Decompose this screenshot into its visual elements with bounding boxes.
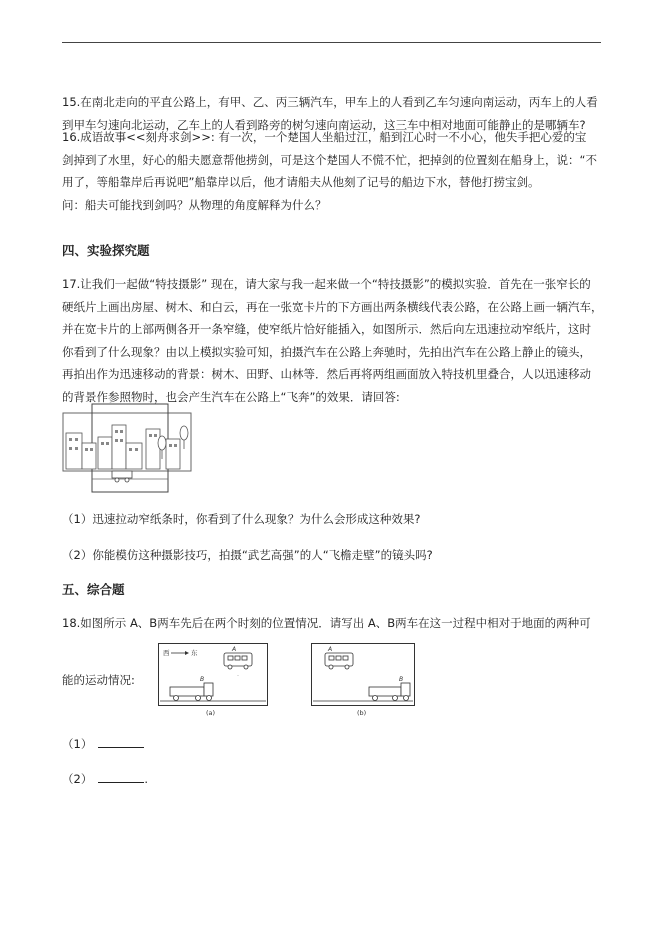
q18-answer-1-label: （1） xyxy=(62,737,93,751)
q16-line-2: 剑掉到了水里，好心的船夫愿意帮他捞剑，可是这个楚国人不慌不忙，把掉剑的位置刻在船身上，说：“不 xyxy=(62,152,597,167)
q18-line-1: 18.如图所示 A、B两车先后在两个时刻的位置情况．请写出 A、B两车在这一过程中相对于地面的两种可 xyxy=(62,616,591,630)
header-rule xyxy=(62,42,601,43)
q18-figure-a xyxy=(158,643,268,719)
q18-answer-1 xyxy=(62,733,602,756)
q17-sub2-text: （2）你能模仿这种摄影技巧，拍摄“武艺高强”的人“飞檐走壁”的镜头吗? xyxy=(62,548,433,562)
car-a-label: A xyxy=(232,646,237,653)
section-5-heading: 五、综合题 xyxy=(62,582,125,597)
direction-east-label: 东 xyxy=(191,649,198,657)
q17-sub1-text: （1）迅速拉动窄纸条时，你看到了什么现象？为什么会形成这种效果? xyxy=(62,512,421,526)
q17-line-1: 17.让我们一起做“特技摄影” 现在，请大家与我一起来做一个“特技摄影”的模拟实验．首先在一张窄长的 xyxy=(62,277,591,291)
q17-sub-question-1 xyxy=(62,508,602,531)
q17-line-6: 的背景作参照物时，也会产生汽车在公路上“飞奔”的效果．请回答: xyxy=(62,389,400,404)
q17-line-2: 硬纸片上画出房屋、树木、和白云，再在一张宽卡片的下方画出两条横线代表公路，在公路上画一辆汽车， xyxy=(62,299,603,314)
q17-line-4: 你看到了什么现象？由以上模拟实验可知，拍摄汽车在公路上奔驰时，先拍出汽车在公路上静止的镜头， xyxy=(62,344,591,359)
question-16 xyxy=(62,126,602,216)
q18-answer-2 xyxy=(62,768,602,791)
q17-figure-trick-photo xyxy=(62,403,192,495)
q18-answer-2-period: . xyxy=(144,772,148,786)
q18-line-2: 能的运动情况: xyxy=(62,673,135,687)
q16-line-3: 用了，等船靠岸后再说吧”船靠岸以后，他才请船夫从他刻了记号的船边下水，替他打捞宝剑。 xyxy=(62,175,540,189)
car-b-label: B xyxy=(200,676,205,683)
q15-line-1: 15.在南北走向的平直公路上，有甲、乙、丙三辆汽车，甲车上的人看到乙车匀速向南运动，丙车上的人看 xyxy=(62,95,598,109)
q17-sub-question-2 xyxy=(62,544,602,567)
question-18-line-1 xyxy=(62,612,602,635)
q17-line-5: 再拍出作为迅速移动的背景：树木、田野、山林等．然后再将两组画面放入特技机里叠合，人以迅速移动 xyxy=(62,367,591,381)
q18-figure-b xyxy=(311,643,415,719)
figure-b-caption: (b) xyxy=(357,709,367,717)
question-17 xyxy=(62,273,602,408)
q18-answer-2-label: （2） xyxy=(62,772,93,786)
q15-line-2: 到甲车匀速向北运动，乙车上的人看到路旁的树匀速向南运动，这三车中相对地面可能静止的是哪辆车? xyxy=(62,117,586,132)
q16-line-4: 问：船夫可能找到剑吗？从物理的角度解释为什么？ xyxy=(62,197,327,212)
q18-answer-1-blank[interactable] xyxy=(98,735,144,748)
direction-west-label: 西 xyxy=(163,649,170,657)
q17-line-3: 并在宽卡片的上部两侧各开一条窄缝，使窄纸片恰好能插入，如图所示．然后向左迅速拉动窄纸片，这时 xyxy=(62,322,591,336)
q16-line-1: 16.成语故事<<刻舟求剑>>: 有一次，一个楚国人坐船过江，船到江心时一不小心，他失手把心爱的宝 xyxy=(62,130,587,144)
car-b-label: B xyxy=(399,676,404,683)
car-drawing xyxy=(112,471,132,482)
q18-answer-2-blank[interactable] xyxy=(98,770,144,783)
figure-a-caption: (a) xyxy=(206,709,216,717)
section-4-heading: 四、实验探究题 xyxy=(62,243,150,258)
car-a-label: A xyxy=(328,646,333,653)
